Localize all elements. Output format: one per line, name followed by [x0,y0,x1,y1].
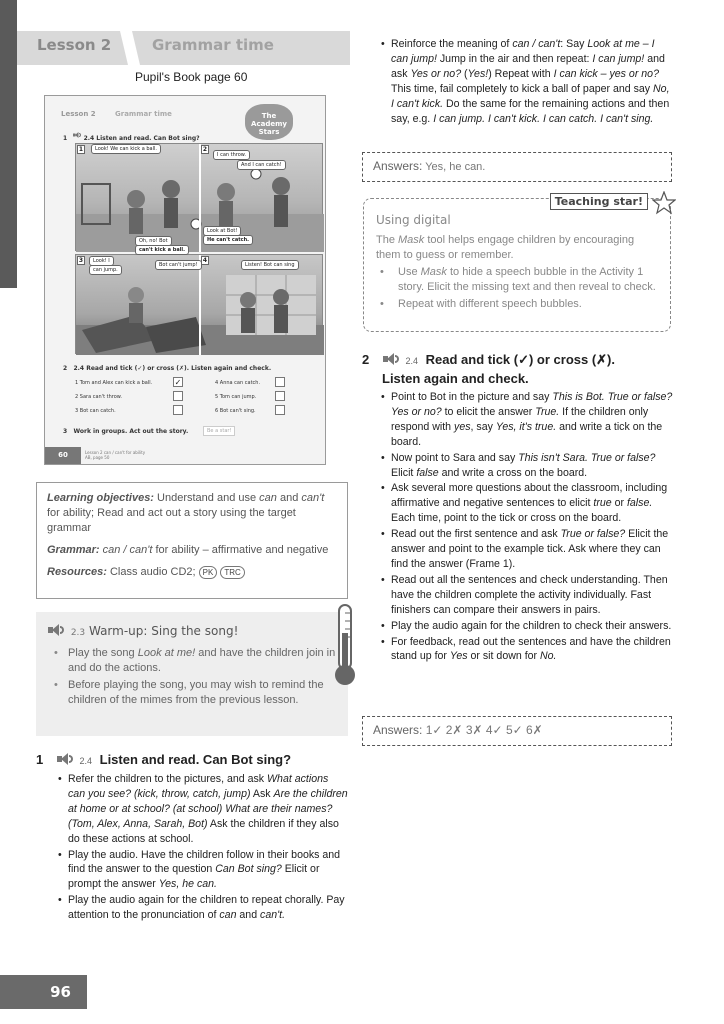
be-a-star-badge: Be a star! [203,426,235,436]
audio-icon [73,132,81,138]
tick-box [275,391,285,401]
reinforce-notes [381,37,673,127]
text-run: Now point to Sara and say [391,451,519,464]
tick-box: ✓ [174,378,182,387]
audio-track: 2.3 [70,628,86,638]
thumb-activity2 [63,365,271,372]
text-run: and [236,909,261,922]
list-item [381,573,673,618]
text: Mask [398,234,425,246]
audio-icon [48,624,64,636]
frame-number: 3 [78,257,84,264]
pupil-book-thumbnail [44,95,326,465]
thumb-footer [85,450,145,460]
activity-title: Listen and read. Can Bot sing? [99,752,292,767]
text-run: No. [540,650,557,663]
text-run: true [593,497,612,510]
lo-text: for ability; Read and act out a story using the target grammar [47,507,296,534]
grammar [47,543,337,558]
learning-objectives [47,491,337,536]
speech-bubble: Oh, no! Bot [135,236,172,246]
thumb-act1-audio: 2.4 [83,135,95,142]
text-run: ( [461,67,468,80]
activity1-heading [36,752,291,767]
activity-number: 2 [362,352,370,367]
resources [47,565,337,580]
text: Look at me! [137,647,196,659]
audio-icon [57,753,73,765]
thumb-item: 4 Anna can catch. [215,380,261,386]
thumb-item: 2 Sara can't throw. [75,394,122,400]
list-item [381,481,673,526]
list-item: • Before playing the song, you may wish to remind the children of the mimes from the previous lesson. [48,678,336,708]
text-run: Ask several more questions about the classroom, including affirmative and negative sentences to elicit [391,482,668,510]
text: and have the children join in and do the actions. [68,647,336,674]
list-item [381,37,673,126]
thumb-act3-title: Work in groups. Act out the story. [73,428,189,435]
text-run: True. [535,405,560,418]
text-run: I can jump. I can't kick. I can catch. I can't sing. [433,112,654,125]
digital-text [376,233,658,263]
warm-up-title: Warm-up: Sing the song! [88,624,239,638]
lo-text: can't [301,492,325,504]
thumb-item: 6 Bot can't sing. [215,408,256,414]
text: Use [398,266,421,278]
frame-number: 2 [202,146,208,153]
thumb-item: 5 Tom can jump. [215,394,257,400]
text-run: Read out all the sentences and check understanding. Then have the children complete the activity individually. Fast finishers can compare their answers in pairs. [391,573,668,616]
grammar-text: can / can't [102,544,153,556]
text-run: True or false? [560,528,626,541]
playground-illustration [76,144,324,252]
list-item [58,772,348,847]
text-run: Play the audio again for the children to check their answers. [391,619,672,632]
audio-icon [383,353,399,365]
thumb-item: 3 Bot can catch. [75,408,116,414]
answers-box-1 [362,152,672,182]
text-run: Yes, he can. [158,878,217,891]
thumb-act1-title: Listen and read. Can Bot sing? [96,135,200,142]
text-run: can't. [260,909,286,922]
warm-up-box [36,612,348,736]
activity2-notes [381,390,673,665]
tick-box [173,405,183,415]
speech-bubble: Listen! Bot can sing [241,260,299,270]
trc-badge: TRC [220,566,244,579]
answers-box-2 [362,716,672,746]
speech-bubble: I can throw. [213,150,250,160]
text: tool helps engage children by encouraging them to guess or remember. [376,234,635,261]
digital-list [376,265,658,312]
text-run: Yes [449,650,468,663]
star-icon [652,191,676,215]
thumb-act3-num: 3 [63,428,68,435]
audio-track: 2.4 [405,356,418,366]
speech-bubble: He can't catch. [203,235,253,245]
lesson-title: Grammar time [152,36,274,54]
activity2-heading [362,351,672,388]
text-run: If the children only respond with [391,405,649,433]
text: The [376,234,399,246]
thermometer-icon [333,603,357,687]
text-run: Can Bot sing? [215,863,282,876]
resources-label: Resources: [47,566,107,578]
thumb-lesson: Lesson 2 [61,110,96,118]
tick-box [173,391,183,401]
list-item [376,265,658,295]
text-run: Yes, it's true. [495,420,557,433]
tick-box [275,405,285,415]
resources-text: Class audio CD2; [106,566,199,578]
list-item [381,619,673,634]
warm-up-heading [48,624,336,638]
list-item [381,527,673,572]
list-item [381,451,673,481]
text-run: to elicit the answer [441,405,536,418]
list-item [58,848,348,893]
text-run: No, I can't kick. [391,82,670,110]
lo-text: Understand and use [153,492,260,504]
text-run: I can jump! [592,52,645,65]
text-run: Look at me – I can jump! [391,38,655,65]
thumb-activity1 [63,129,200,142]
pk-badge: PK [199,566,218,579]
thumb-activity3 [63,428,188,435]
text-run: Refer the children to the pictures, and ask [68,773,268,785]
teaching-star-tag: Teaching star! [550,193,648,210]
text-run: Elicit the answer and point to the example tick. Ask where they can find the answer (Frame 1). [391,528,669,570]
text-run: Ask the children if they also do these actions at school. [68,817,339,845]
text-run: Do the same for the remaining actions and then say, e.g. [391,97,670,125]
speech-bubble: Look! I [89,256,114,266]
thumb-act2-audio: 2.4 [73,365,85,372]
text-run: Reinforce the meaning of [391,38,513,50]
text-run: or sit down for [467,650,540,663]
text-run: Read out the first sentence and ask [391,528,561,541]
text-run: and write a cross on the board. [438,466,588,479]
answers-text: Yes, he can. [422,161,486,173]
activity-number: 1 [36,752,44,767]
text-run: Are the children at home or at school? (at school) What are their names? (Tom, Alex, Anna, Sarah, Bot) [68,787,348,830]
grammar-text: for ability – affirmative and negative [152,544,329,556]
text: Play the song [68,647,138,659]
teaching-star-box [363,195,671,332]
text-run: false. [626,497,653,510]
text-run: : Say [560,38,588,50]
speech-bubble: can't kick a ball. [135,245,189,255]
lo-label: Learning objectives: [47,492,154,504]
lesson-label: Lesson 2 [37,36,112,54]
thumb-act2-num: 2 [63,365,68,372]
thumb-act1-num: 1 [63,135,68,142]
pupil-book-ref: Pupil's Book page 60 [135,70,248,84]
text-run: Point to Bot in the picture and say [391,391,553,403]
text-run: and write a tick on the board. [391,420,663,448]
lo-text: and [276,492,299,504]
warm-up-list [48,646,336,708]
text-run: What actions can you see? (kick, throw, catch, jump) [68,773,329,800]
list-item [381,390,673,450]
text-run: or [611,497,627,510]
activity1-notes [58,772,348,924]
text-run: Elicit [391,466,417,479]
list-item [58,893,348,923]
frame-number: 4 [202,257,208,264]
text-run: ) Repeat with [488,67,554,80]
logo-line: The [261,112,277,120]
text-run: , say [470,420,496,433]
text-run: Elicit or prompt the answer [68,863,320,891]
thumb-page-number: 60 [45,447,81,464]
objectives-box [36,482,348,599]
text-run: Yes or no? [410,67,462,80]
text-run: and ask [391,52,665,80]
text-run: Each time, point to the tick or cross on the board. [391,512,622,525]
text-run: Play the audio again for the children to repeat chorally. Pay attention to the pronunciation of [68,894,345,922]
tick-box [275,377,285,387]
thumb-footer-line: AB, page 50 [85,455,110,460]
side-bar [0,0,17,288]
logo-line: Academy [251,120,287,128]
text: to hide a speech bubble in the Activity 1 story. Elicit the missing text and then reveal to check. [398,266,656,293]
list-item [48,646,336,676]
speech-bubble: Bot can't jump! [155,260,202,270]
frame-number: 1 [78,146,84,153]
text-run: Ask [250,787,274,800]
answers-text: 1✓ 2✗ 3✗ 4✓ 5✓ 6✗ [422,723,543,737]
story-scene-top [75,143,323,251]
text-run: can [219,909,237,922]
speech-bubble: Look at Bot! [203,226,241,236]
text-run: Jump in the air and then repeat: [436,52,593,65]
text-run: false [416,466,439,479]
activity-title: Read and tick (✓) or cross (✗). [425,352,616,367]
text-run: Play the audio. Have the children follow in their books and find the answer to the question [68,848,341,876]
logo-line: Stars [258,128,280,136]
answers-label: Answers: [373,159,423,173]
thumb-title: Grammar time [115,110,172,118]
text-run: This isn't Sara. True or false? [518,451,656,464]
text: Mask [420,266,447,278]
page-number: 96 [0,975,87,1009]
list-item: • Repeat with different speech bubbles. [376,297,658,312]
academy-stars-logo [245,104,293,140]
text-run: yes [454,420,471,433]
text-run: I can kick – yes or no? [553,67,659,80]
list-item [381,635,673,665]
activity-title: Listen again and check. [382,371,529,386]
text-run: Yes! [467,67,489,80]
text-run: This time, fail completely to kick a ball of paper and say [391,82,654,95]
speech-bubble: And I can catch! [237,160,286,170]
thumb-act2-title: Read and tick (✓) or cross (✗). Listen again and check. [86,365,272,372]
text-run: For feedback, read out the sentences and have the children stand up for [391,635,671,663]
lo-text: can [259,492,277,504]
thumb-item: 1 Tom and Alex can kick a ball. [75,380,153,386]
grammar-label: Grammar: [47,544,100,556]
digital-title: Using digital [376,213,451,227]
text-run: This is Bot. True or false? Yes or no? [391,391,673,418]
thumb-footer-line: Lesson 2 can / can't for ability [85,450,146,455]
speech-bubble: can jump. [89,265,122,275]
text-run: can / can't [512,38,561,50]
audio-track: 2.4 [79,756,92,766]
speech-bubble: Look! We can kick a ball. [91,144,161,154]
answers-label: Answers: [373,723,423,737]
